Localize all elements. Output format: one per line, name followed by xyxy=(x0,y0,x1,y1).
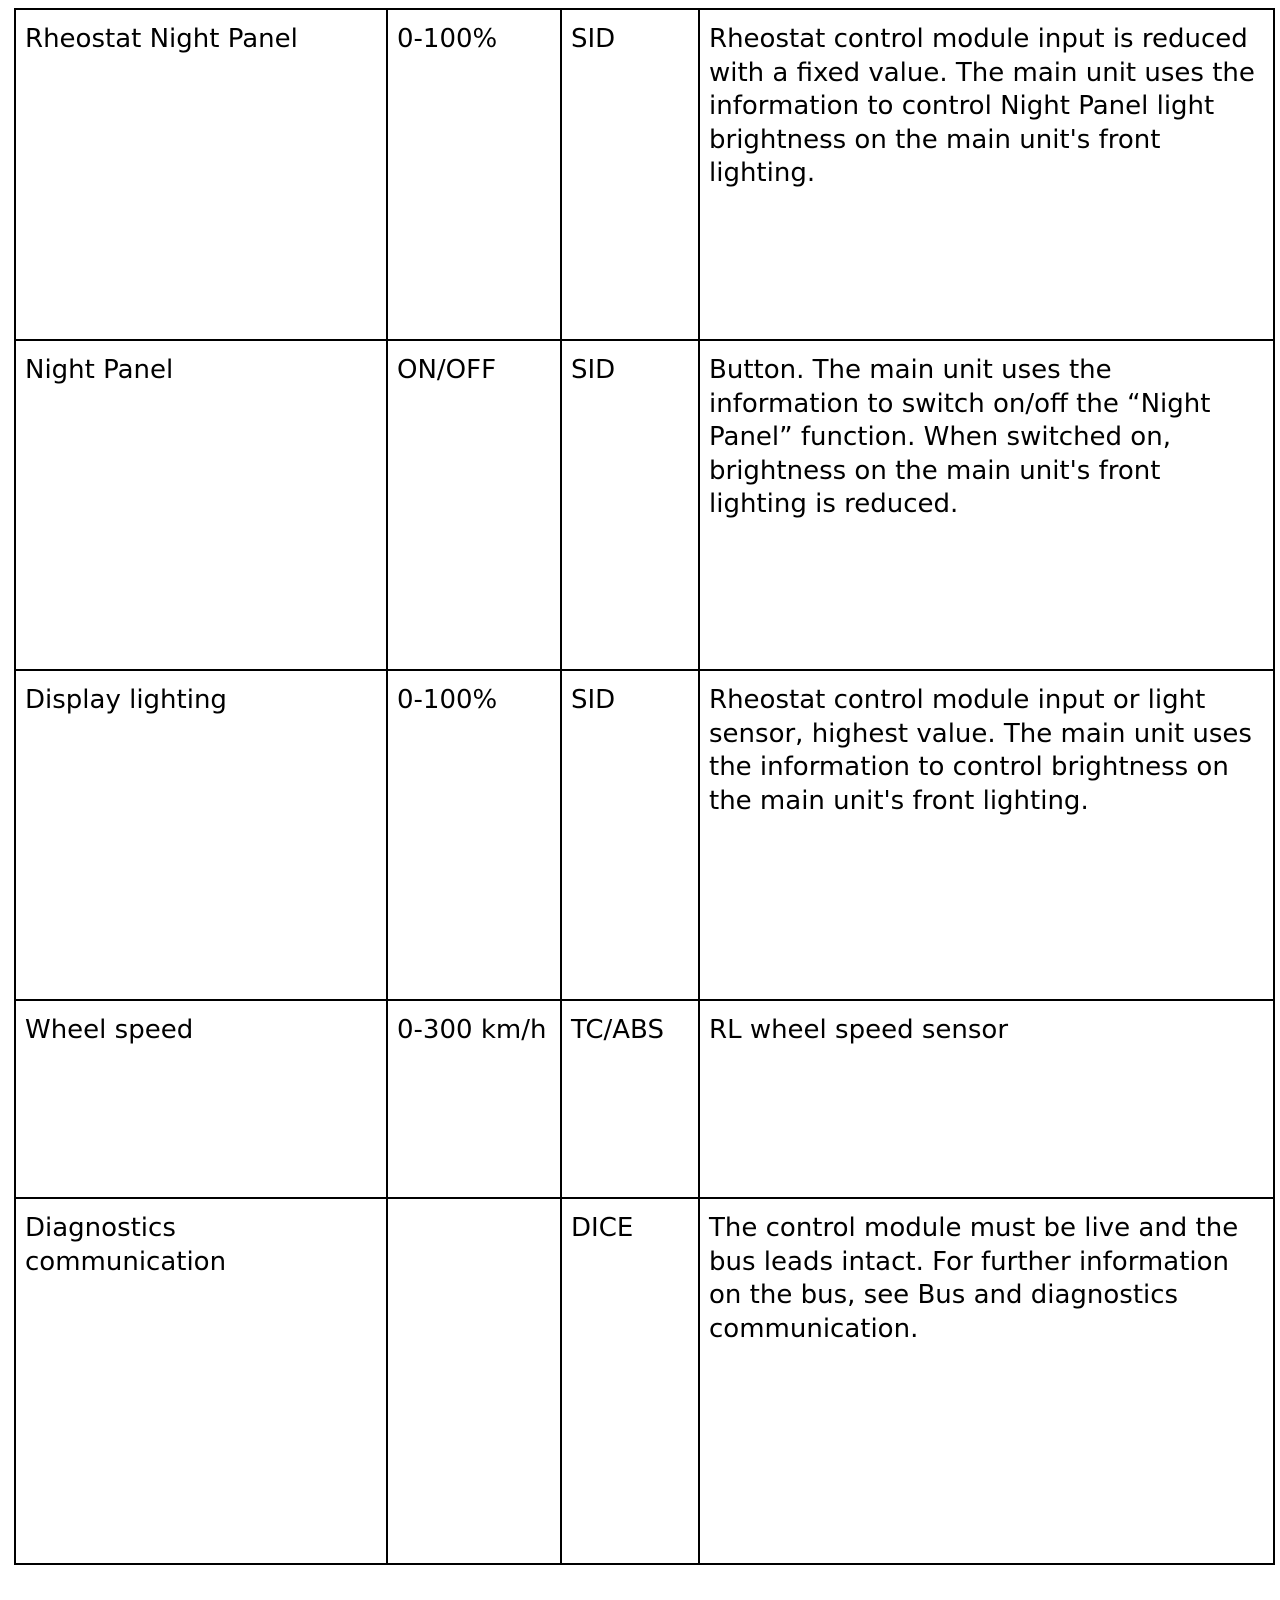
description-cell: The control module must be live and the bus leads intact. For further information on the bus, see Bus and diagnostics communication. xyxy=(699,1198,1274,1564)
description-cell: RL wheel speed sensor xyxy=(699,1000,1274,1198)
table-row xyxy=(15,670,1274,1000)
description-cell: Rheostat control module input is reduced with a fixed value. The main unit uses the information to control Night Panel light brightness on the main unit's front lighting. xyxy=(699,9,1274,340)
value-range-cell: ON/OFF xyxy=(387,340,561,670)
signal-name-cell: Wheel speed xyxy=(15,1000,387,1198)
source-cell: DICE xyxy=(561,1198,699,1564)
signal-name-cell: Display lighting xyxy=(15,670,387,1000)
value-range-cell: 0-100% xyxy=(387,9,561,340)
signal-name-cell: Night Panel xyxy=(15,340,387,670)
signal-name-cell: Rheostat Night Panel xyxy=(15,9,387,340)
source-cell: TC/ABS xyxy=(561,1000,699,1198)
description-cell: Button. The main unit uses the information to switch on/off the “Night Panel” function. When switched on, brightness on the main unit's front lighting is reduced. xyxy=(699,340,1274,670)
signal-name-cell: Diagnostics communication xyxy=(15,1198,387,1564)
table-row xyxy=(15,9,1274,340)
table-row xyxy=(15,1198,1274,1564)
value-range-cell: 0-100% xyxy=(387,670,561,1000)
value-range-cell: 0-300 km/h xyxy=(387,1000,561,1198)
source-cell: SID xyxy=(561,9,699,340)
description-cell: Rheostat control module input or light sensor, highest value. The main unit uses the information to control brightness on the main unit's front lighting. xyxy=(699,670,1274,1000)
table-row xyxy=(15,340,1274,670)
value-range-cell xyxy=(387,1198,561,1564)
table-row xyxy=(15,1000,1274,1198)
source-cell: SID xyxy=(561,670,699,1000)
source-cell: SID xyxy=(561,340,699,670)
signal-table xyxy=(14,8,1275,1565)
